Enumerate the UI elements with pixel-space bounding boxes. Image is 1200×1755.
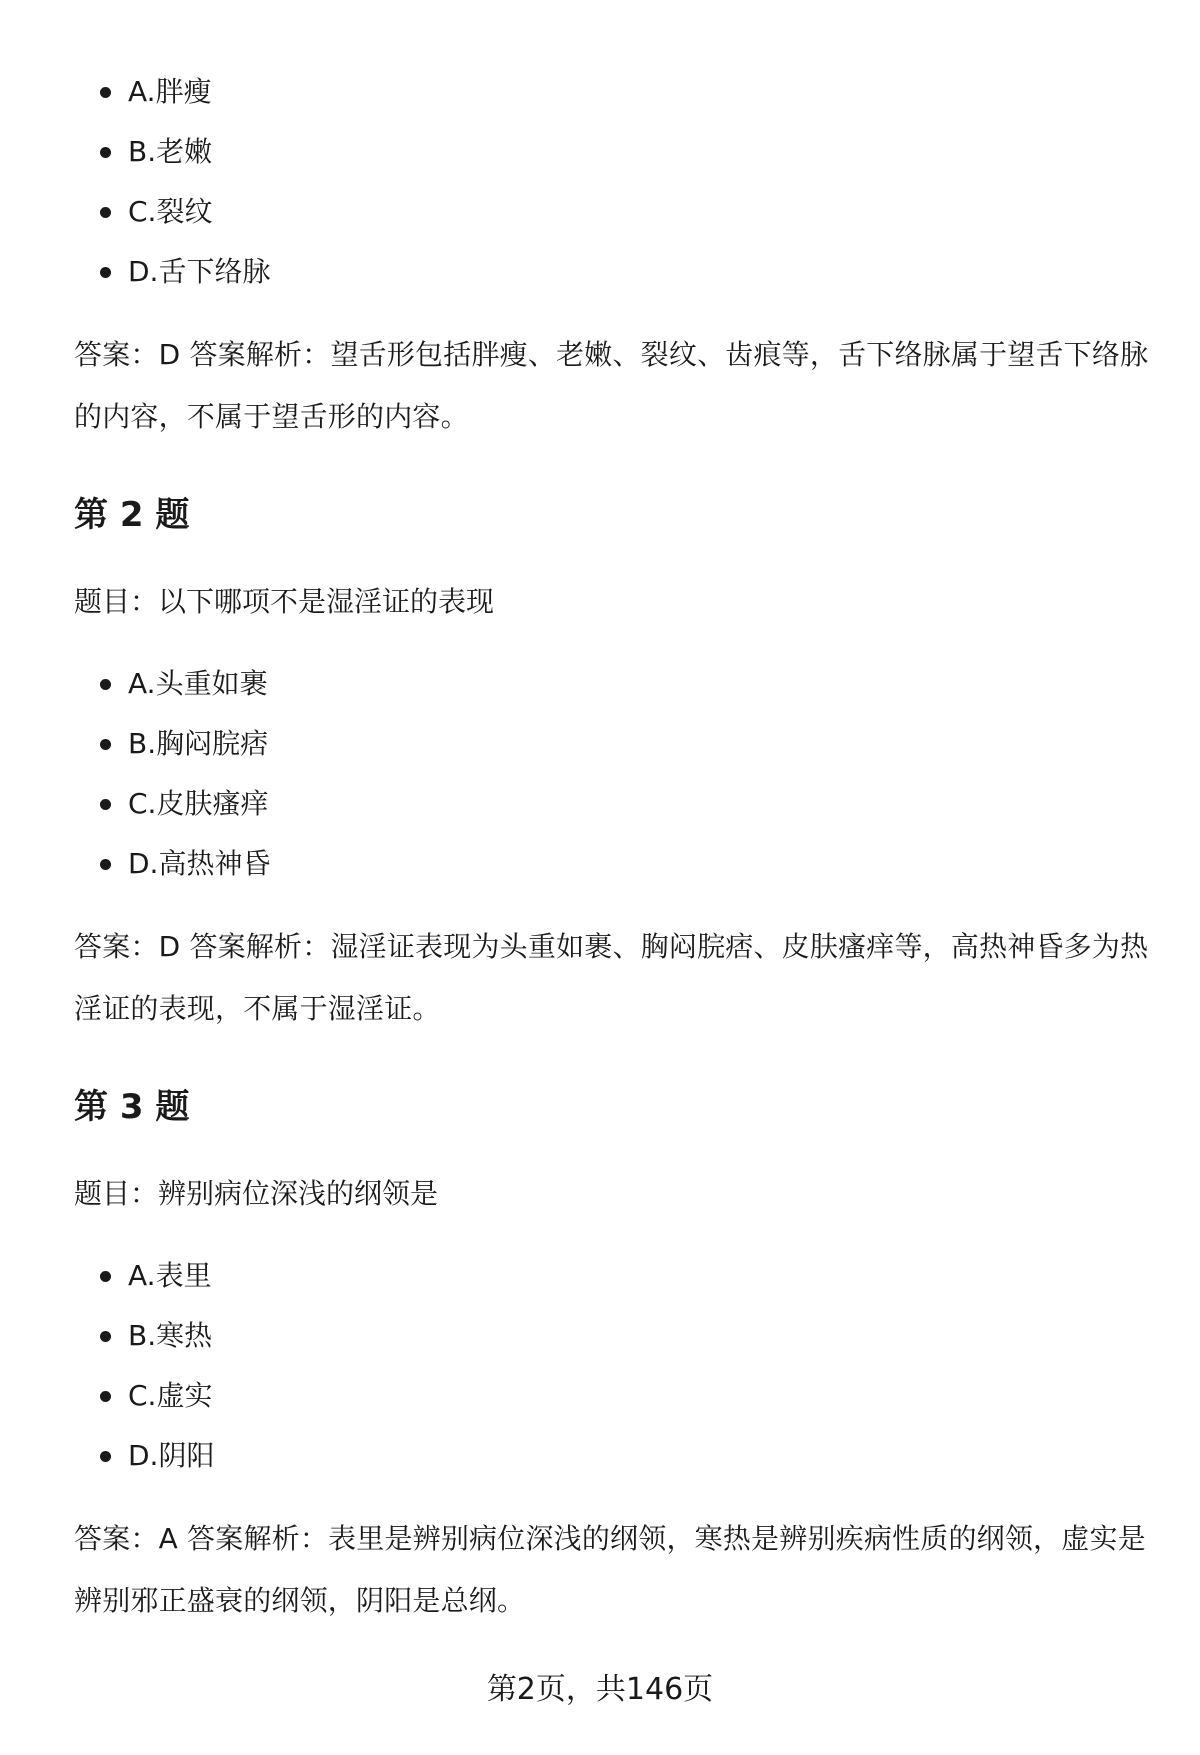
q2-option-b: B.胸闷脘痞 bbox=[74, 714, 1154, 774]
q1-option-b: B.老嫩 bbox=[74, 122, 1154, 182]
q3-option-b: B.寒热 bbox=[74, 1306, 1154, 1366]
q3-heading: 第 3 题 bbox=[74, 1087, 190, 1127]
page-footer: 第2页，共146页 bbox=[486, 1672, 714, 1707]
q3-option-list bbox=[74, 1246, 1154, 1486]
q1-option-c: C.裂纹 bbox=[74, 182, 1154, 242]
q1-option-d: D.舌下络脉 bbox=[74, 242, 1154, 302]
q1-option-a: A.胖瘦 bbox=[74, 62, 1154, 122]
q2-answer: 答案：D 答案解析：湿淫证表现为头重如裹、胸闷脘痞、皮肤瘙痒等，高热神昏多为热淫证的表现，不属于湿淫证。 bbox=[74, 930, 1149, 1025]
q2-option-c: C.皮肤瘙痒 bbox=[74, 774, 1154, 834]
q3-option-c: C.虚实 bbox=[74, 1366, 1154, 1426]
q2-option-list bbox=[74, 654, 1154, 894]
q1-option-list bbox=[74, 62, 1154, 302]
q3-question: 题目：辨别病位深浅的纲领是 bbox=[74, 1177, 439, 1210]
q3-answer: 答案：A 答案解析：表里是辨别病位深浅的纲领，寒热是辨别疾病性质的纲领，虚实是辨别邪正盛衰的纲领，阴阳是总纲。 bbox=[74, 1522, 1146, 1617]
q2-option-d: D.高热神昏 bbox=[74, 834, 1154, 894]
q2-heading: 第 2 题 bbox=[74, 495, 190, 535]
q1-answer: 答案：D 答案解析：望舌形包括胖瘦、老嫩、裂纹、齿痕等，舌下络脉属于望舌下络脉的内容，不属于望舌形的内容。 bbox=[74, 338, 1149, 433]
q2-option-a: A.头重如裹 bbox=[74, 654, 1154, 714]
page-content bbox=[74, 62, 1154, 1632]
q2-question: 题目：以下哪项不是湿淫证的表现 bbox=[74, 585, 495, 618]
q3-option-a: A.表里 bbox=[74, 1246, 1154, 1306]
q3-option-d: D.阴阳 bbox=[74, 1426, 1154, 1486]
